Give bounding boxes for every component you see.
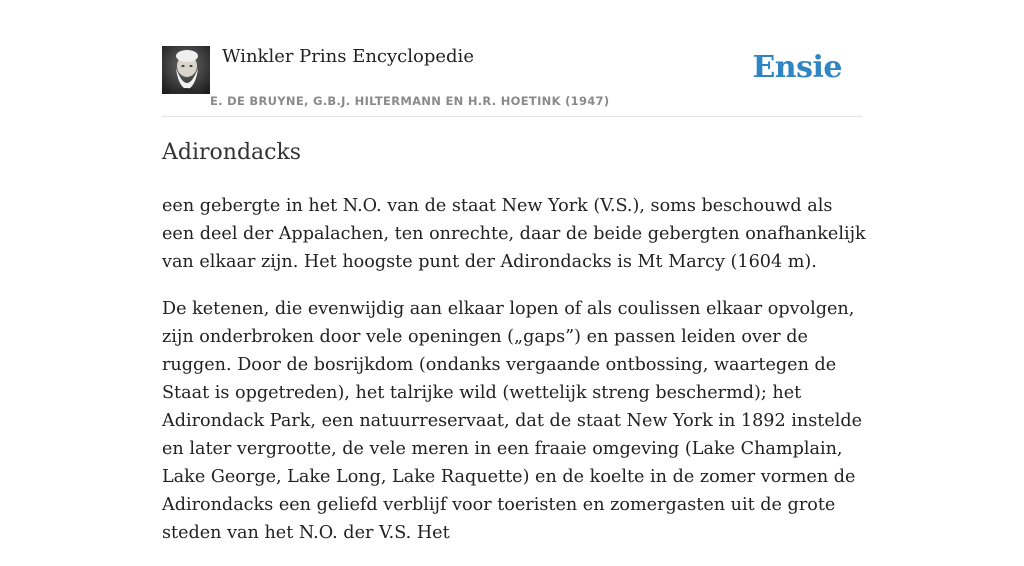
- author-avatar[interactable]: [162, 46, 210, 94]
- article-body: [162, 192, 866, 566]
- authors-byline: E. DE BRUYNE, G.B.J. HILTERMANN EN H.R. HOETINK (1947): [210, 94, 610, 108]
- portrait-icon: [162, 46, 210, 94]
- paragraph-1: een gebergte in het N.O. van de staat New York (V.S.), soms beschouwd als een deel der Appalachen, ten onrechte, daar de beide gebergten onafhankelijk van elkaar zijn. Het hoogste punt der Adirondacks is Mt Marcy (1604 m).: [162, 196, 866, 272]
- encyclopedia-title[interactable]: Winkler Prins Encyclopedie: [222, 46, 474, 67]
- source-header: [162, 40, 862, 117]
- ensie-logo[interactable]: Ensie: [752, 50, 842, 85]
- paragraph-2: De ketenen, die evenwijdig aan elkaar lopen of als coulissen elkaar opvolgen, zijn onderbroken door vele openingen („gaps”) en passen leiden over de ruggen. Door de bosrijkdom (ondanks vergaande ontbossing, waartegen de Staat is opgetreden), het talrijke wild (wettelijk streng beschermd); het Adirondack Park, een natuurreservaat, dat de staat New York in 1892 instelde en later vergrootte, de vele meren in een fraaie omgeving (Lake Champlain, Lake George, Lake Long, Lake Raquette) en de koelte in de zomer vormen de Adirondacks een geliefd verblijf voor toeristen en zomergasten uit de grote steden van het N.O. der V.S. Het: [162, 299, 863, 543]
- article-title: Adirondacks: [162, 140, 302, 165]
